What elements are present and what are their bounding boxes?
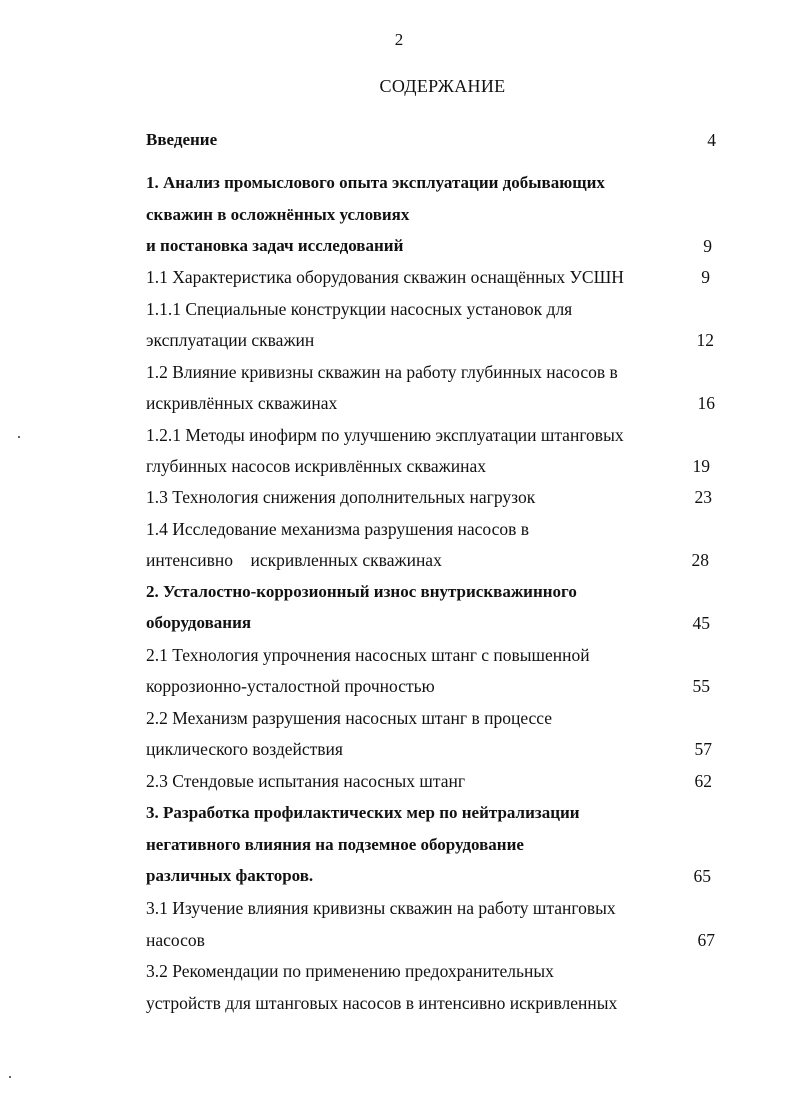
toc-entry-1-2-line-1: 1.2 Влияние кривизны скважин на работу глубинных насосов в xyxy=(146,362,618,382)
toc-entry-1-4-line-2: интенсивно искривленных скважинах xyxy=(146,550,442,570)
toc-entry-chapter-2-line-2: оборудования xyxy=(146,613,252,632)
toc-page-1-1-1: 12 xyxy=(696,330,714,350)
toc-entry-1-1-1-line-2: эксплуатации скважин xyxy=(146,330,315,350)
toc-entry-chapter-2-line-1: 2. Усталостно-коррозионный износ внутрискважинного xyxy=(146,582,577,601)
toc-entry-3-2-line-1: 3.2 Рекомендации по применению предохранительных xyxy=(146,961,554,981)
toc-entry-chapter-3-line-2: негативного влияния на подземное оборудование xyxy=(146,835,524,854)
toc-entry-2-1-line-1: 2.1 Технология упрочнения насосных штанг с повышенной xyxy=(146,645,590,665)
toc-page-2-3: 62 xyxy=(694,771,712,791)
toc-entry-2-1-line-2: коррозионно-усталостной прочностью xyxy=(146,676,435,696)
toc-page-chapter-3: 65 xyxy=(693,866,711,886)
toc-page-2-1: 55 xyxy=(692,676,710,696)
toc-entry-chapter-1-line-2: скважин в осложнённых условиях xyxy=(146,205,410,224)
toc-entry-1-1: 1.1 Характеристика оборудования скважин оснащённых УСШН xyxy=(146,267,624,287)
toc-page-3-1: 67 xyxy=(697,930,715,950)
toc-entry-1-1-1-line-1: 1.1.1 Специальные конструкции насосных установок для xyxy=(146,299,573,319)
toc-entry-chapter-1-line-3: и постановка задач исследований xyxy=(146,236,404,255)
toc-entry-1-3: 1.3 Технология снижения дополнительных нагрузок xyxy=(146,487,536,507)
toc-page-chapter-1: 9 xyxy=(703,236,712,256)
toc-page-intro: 4 xyxy=(707,130,716,150)
toc-page-1-4: 28 xyxy=(691,550,709,570)
toc-entry-1-2-1-line-2: глубинных насосов искривлённых скважинах xyxy=(146,456,486,476)
toc-entry-chapter-1-line-1: 1. Анализ промыслового опыта эксплуатации добывающих xyxy=(146,173,605,192)
page-number: 2 xyxy=(394,30,404,49)
toc-entry-chapter-3-line-3: различных факторов. xyxy=(146,866,314,885)
toc-entry-3-2-line-2: устройств для штанговых насосов в интенсивно искривленных xyxy=(146,993,618,1013)
toc-entry-2-2-line-1: 2.2 Механизм разрушения насосных штанг в процессе xyxy=(146,708,553,728)
toc-entry-2-2-line-2: циклического воздействия xyxy=(146,739,343,759)
scan-speck xyxy=(18,436,20,438)
toc-page-1-1: 9 xyxy=(701,267,710,287)
scan-speck xyxy=(9,1076,11,1078)
toc-page-1-3: 23 xyxy=(694,487,712,507)
toc-entry-1-4-line-1: 1.4 Исследование механизма разрушения насосов в xyxy=(146,519,530,539)
toc-entry-1-2-1-line-1: 1.2.1 Методы инофирм по улучшению эксплуатации штанговых xyxy=(146,425,624,445)
toc-entry-2-3: 2.3 Стендовые испытания насосных штанг xyxy=(146,771,466,791)
toc-entry-3-1-line-2: насосов xyxy=(146,930,205,950)
toc-entry-chapter-3-line-1: 3. Разработка профилактических мер по нейтрализации xyxy=(146,803,580,822)
toc-entry-3-1-line-1: 3.1 Изучение влияния кривизны скважин на работу штанговых xyxy=(146,898,616,918)
toc-entry-intro: Введение xyxy=(146,130,218,149)
toc-page-1-2-1: 19 xyxy=(692,456,710,476)
toc-page-2-2: 57 xyxy=(694,739,712,759)
toc-page-chapter-2: 45 xyxy=(692,613,710,633)
toc-title: СОДЕРЖАНИЕ xyxy=(379,76,506,96)
toc-page-1-2: 16 xyxy=(697,393,715,413)
toc-entry-1-2-line-2: искривлённых скважинах xyxy=(146,393,338,413)
